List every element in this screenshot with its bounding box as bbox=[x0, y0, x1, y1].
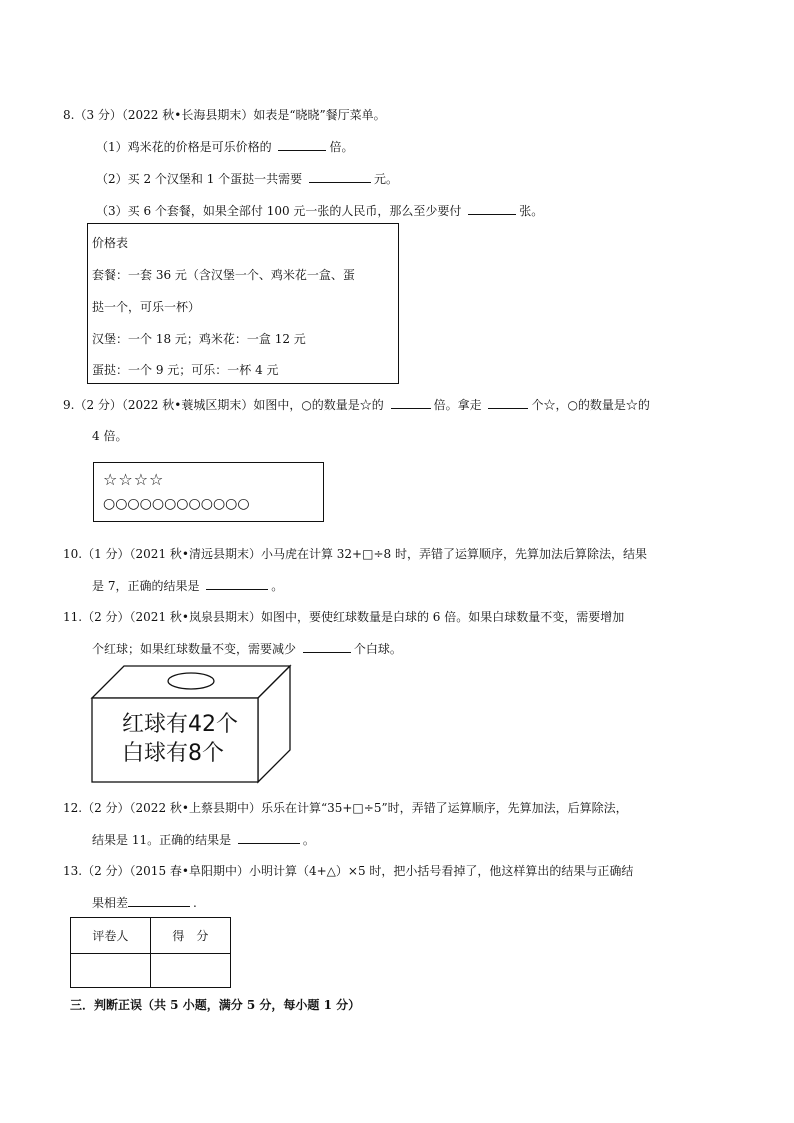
q9-stem-c: 个☆，○的数量是☆的 bbox=[531, 398, 650, 412]
q11-line1: 11.（2 分）（2021 秋•岚泉县期末）如图中，要使红球数量是白球的 6 倍。如果白球数量不变，需要增加 bbox=[63, 610, 625, 624]
q9-stars: ☆☆☆☆ bbox=[103, 470, 165, 489]
q8-part3 bbox=[96, 202, 543, 219]
menu-combo-line2: 挞一个，可乐一杯） bbox=[92, 300, 201, 314]
q13-line2 bbox=[92, 894, 197, 911]
score-table-score-cell[interactable] bbox=[150, 954, 230, 988]
q8-part3-blank[interactable] bbox=[468, 202, 516, 215]
q8-part1-blank[interactable] bbox=[278, 138, 326, 151]
box-front-face bbox=[92, 698, 258, 782]
section3-heading: 三．判断正误（共 5 小题，满分 5 分，每小题 1 分） bbox=[70, 998, 361, 1012]
q10-line2 bbox=[92, 577, 283, 594]
q12-blank[interactable] bbox=[238, 831, 300, 844]
q8-part1-text: （1）鸡米花的价格是可乐价格的 bbox=[96, 140, 276, 154]
q9-blank1[interactable] bbox=[391, 396, 431, 409]
q8-part2-blank[interactable] bbox=[309, 170, 371, 183]
q9-stem-d: 4 倍。 bbox=[92, 429, 128, 443]
q9-stem-a: 9.（2 分）（2022 秋•蓑城区期末）如图中，○的数量是☆的 bbox=[63, 398, 388, 412]
menu-combo-line1: 套餐：一套 36 元（含汉堡一个、鸡米花一盒、蛋 bbox=[92, 268, 355, 282]
q11-line2-text: 个红球；如果红球数量不变，需要减少 bbox=[92, 642, 300, 656]
score-table-header-grader: 评卷人 bbox=[71, 918, 151, 954]
q10-blank[interactable] bbox=[206, 577, 268, 590]
q8-part3-text: （3）买 6 个套餐，如果全部付 100 元一张的人民币，那么至少要付 bbox=[96, 204, 466, 218]
q12-line2-suffix: 。 bbox=[302, 833, 315, 847]
q9-circles: ○○○○○○○○○○○○ bbox=[103, 496, 250, 512]
q12-line2 bbox=[92, 831, 315, 848]
q13-blank[interactable] bbox=[128, 894, 190, 907]
q11-line2-suffix: 个白球。 bbox=[353, 642, 402, 656]
q8-part3-suffix: 张。 bbox=[519, 204, 544, 218]
menu-line4: 蛋挞：一个 9 元；可乐：一杯 4 元 bbox=[92, 363, 279, 377]
q13-line2-text: 果相差 bbox=[92, 896, 129, 910]
box-label-white: 白球有8个 bbox=[122, 741, 224, 766]
q11-line2 bbox=[92, 640, 402, 657]
q9-stem bbox=[63, 396, 650, 413]
q10-line1: 10.（1 分）（2021 秋•清远县期末）小马虎在计算 32+□÷8 时，弄错了运算顺序，先算加法后算除法，结果 bbox=[63, 547, 647, 561]
box-slot bbox=[168, 673, 214, 689]
q13-line2-suffix: . bbox=[193, 896, 197, 910]
q11-blank[interactable] bbox=[303, 640, 351, 653]
menu-title: 价格表 bbox=[92, 236, 129, 250]
q12-line2-text: 结果是 11。正确的结果是 bbox=[92, 833, 235, 847]
score-table-grader-cell[interactable] bbox=[71, 954, 151, 988]
q13-line1: 13.（2 分）（2015 春•阜阳期中）小明计算（4+△）×5 时，把小括号看掉了，他这样算出的结果与正确结 bbox=[63, 864, 634, 878]
q8-part2-suffix: 元。 bbox=[373, 172, 398, 186]
q8-part2 bbox=[96, 170, 398, 187]
q8-part1 bbox=[96, 138, 353, 155]
q10-line2-suffix: 。 bbox=[271, 579, 284, 593]
score-table bbox=[70, 917, 231, 988]
box-label-red: 红球有42个 bbox=[122, 712, 238, 737]
menu-line3: 汉堡：一个 18 元；鸡米花：一盒 12 元 bbox=[92, 332, 306, 346]
q9-blank2[interactable] bbox=[488, 396, 528, 409]
q12-line1: 12.（2 分）（2022 秋•上蔡县期中）乐乐在计算“35+□÷5”时，弄错了运算顺序，先算加法，后算除法， bbox=[63, 801, 628, 815]
q8-part2-text: （2）买 2 个汉堡和 1 个蛋挞一共需要 bbox=[96, 172, 306, 186]
score-table-header-score: 得 分 bbox=[150, 918, 230, 954]
q9-stem-b: 倍。拿走 bbox=[433, 398, 486, 412]
q8-part1-suffix: 倍。 bbox=[329, 140, 354, 154]
q10-line2-text: 是 7，正确的结果是 bbox=[92, 579, 204, 593]
q8-stem: 8.（3 分）（2022 秋•长海县期末）如表是“晓晓”餐厅菜单。 bbox=[63, 108, 386, 122]
